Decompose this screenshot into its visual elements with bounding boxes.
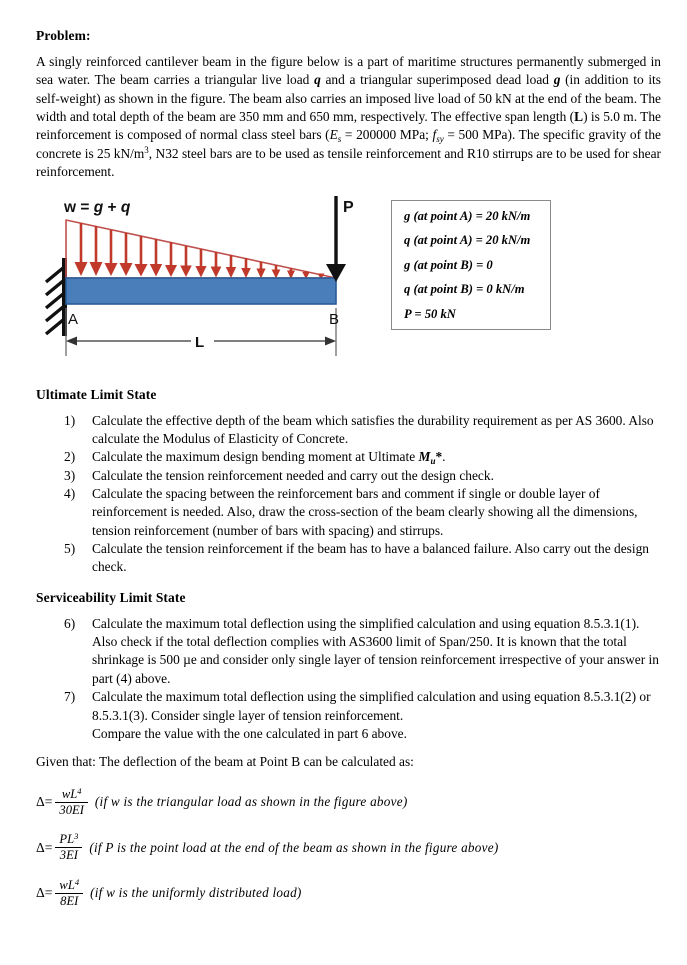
fraction-denominator: 30EI — [59, 802, 84, 817]
question-text: Calculate the maximum total deflection using the simplified calculation and using equation 8.5.3.1(2) or 8.5.3.1(3). Consider single layer of tension reinforcement. Compare the value with the one calculated in part 6 above. — [92, 689, 651, 741]
uls-heading: Ultimate Limit State — [36, 386, 157, 402]
question-item — [36, 688, 661, 743]
fraction-numerator: $wL^4$ — [61, 785, 82, 801]
question-item — [36, 540, 661, 577]
beam-body — [66, 278, 336, 304]
point-load-label: P — [343, 198, 354, 216]
fraction-denominator: 8EI — [60, 893, 79, 908]
question-text: Calculate the maximum design bending moment at Ultimate $M_u*$. — [92, 449, 446, 467]
equation-condition: (if P is the point load at the end of the beam as shown in the figure above) — [89, 839, 499, 855]
deflection-equation — [36, 876, 661, 908]
uls-question-list — [36, 412, 661, 577]
question-number: 7) — [64, 689, 76, 705]
equation-fraction — [55, 876, 83, 908]
support-label-b: B — [329, 310, 340, 328]
question-number: 6) — [64, 615, 76, 631]
equation-condition: (if w is the triangular load as shown in the figure above) — [94, 794, 408, 810]
load-values-legend — [391, 200, 551, 331]
question-number: 5) — [64, 541, 76, 557]
question-text: Calculate the effective depth of the beam which satisfies the durability requirement as per AS 3600. Also calculate the Modulus of Elasticity of Concrete. — [92, 412, 654, 446]
document-content — [36, 28, 661, 908]
legend-item-q-b: q (at point B) = 0 kN/m — [404, 282, 525, 297]
equation-lhs: Δ= — [36, 794, 53, 810]
deflection-equations — [36, 785, 661, 908]
legend-item-g-b: g (at point B) = 0 — [404, 257, 493, 272]
deflection-equation — [36, 785, 661, 817]
question-number: 3) — [64, 467, 76, 483]
fraction-numerator: $wL^4$ — [59, 876, 80, 892]
equation-lhs: Δ= — [36, 885, 53, 901]
problem-heading: Problem: — [36, 28, 91, 43]
span-label: L — [195, 333, 205, 351]
equation-fraction — [55, 833, 82, 862]
equation-condition: (if w is the uniformly distributed load) — [90, 885, 302, 901]
equation-lhs: Δ= — [36, 839, 53, 855]
sls-heading: Serviceability Limit State — [36, 589, 186, 605]
question-item — [36, 412, 661, 449]
fixed-support-hatching — [46, 268, 63, 334]
fraction-denominator: 3EI — [59, 848, 78, 863]
question-text: Calculate the maximum total deflection using the simplified calculation and using equation 8.5.3.1(1). Also check if the total deflection complies with AS3600 limit of Span/250. It is known that the total shrinkage is 500 µe and consider only single layer of tension reinforcement irrespective of your answer in part (4) above. — [92, 615, 659, 686]
question-item — [36, 448, 661, 466]
question-item — [36, 615, 661, 688]
legend-item-p: P = 50 kN — [404, 306, 456, 321]
legend-item-q-a: q (at point A) = 20 kN/m — [404, 233, 531, 248]
question-text: Calculate the tension reinforcement needed and carry out the design check. — [92, 467, 494, 483]
problem-paragraph: A singly reinforced cantilever beam in the figure below is a part of maritime structures permanently submerged in sea water. The beam carries a triangular live load q and a triangular superimposed dead load g (in addition to its self-weight) as shown in the figure. The beam also carries an imposed live load of 50 kN at the end of the beam. The width and total depth of the beam are 350 mm and 650 mm, respectively. The effective span length (L) is 5.0 m. The reinforcement is composed of normal class steel bars ($E_s = 200000$ MPa; $f_{sy} = 500$ MPa). The specific gravity of the concrete is 25 $kN/m^3$, N32 steel bars are to be used as tensile reinforcement and R10 stirrups are to be used for shear reinforcement. — [36, 54, 662, 180]
sls-question-list — [36, 615, 661, 744]
beam-figure — [36, 196, 661, 371]
question-number: 4) — [64, 485, 76, 501]
load-label: w = g + q — [64, 198, 131, 216]
support-label-a: A — [68, 310, 79, 328]
question-item — [36, 467, 661, 485]
question-number: 1) — [64, 412, 76, 428]
cantilever-beam-diagram — [36, 196, 396, 371]
distributed-load-arrows — [75, 223, 325, 280]
given-intro: Given that: The deflection of the beam at Point B can be calculated as: — [36, 754, 414, 770]
fraction-numerator: $PL^3$ — [59, 831, 79, 847]
question-item — [36, 485, 661, 540]
deflection-equation — [36, 833, 661, 862]
legend-item-g-a: g (at point A) = 20 kN/m — [404, 208, 531, 223]
equation-fraction — [55, 785, 87, 817]
question-text: Calculate the spacing between the reinforcement bars and comment if single or double layer of reinforcement is needed. Also, draw the cross-section of the beam clearly showing all the dimensions, tension reinforcement (number of bars with spacing) and stirrups. — [92, 485, 638, 538]
question-text: Calculate the tension reinforcement if the beam has to have a balanced failure. Also carry out the design check. — [92, 541, 649, 575]
question-number: 2) — [64, 449, 76, 465]
